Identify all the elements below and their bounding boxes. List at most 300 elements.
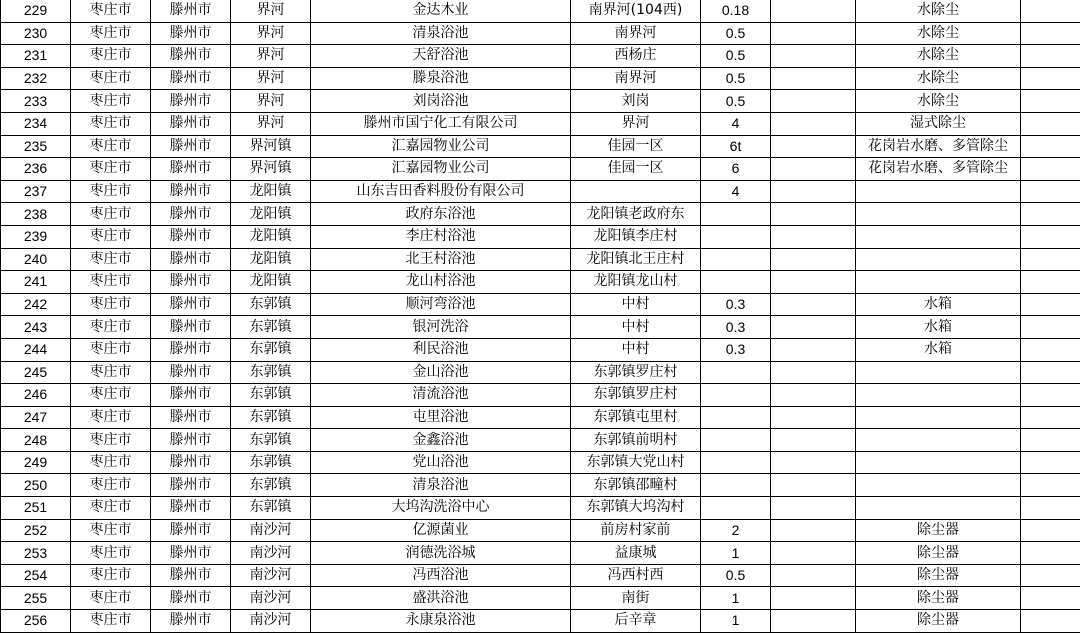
cell-company-name: 大坞沟洗浴中心 <box>311 497 571 520</box>
cell-dust-removal-method: 水箱 <box>856 338 1021 361</box>
cell-dust-removal-method <box>856 361 1021 384</box>
cell-address: 南界河(104西) <box>571 0 701 22</box>
cell-row-number: 251 <box>1 497 71 520</box>
cell-dust-removal-method: 水除尘 <box>856 45 1021 68</box>
cell-county: 滕州市 <box>151 225 231 248</box>
cell-row-number: 239 <box>1 225 71 248</box>
cell-capacity <box>701 406 771 429</box>
cell-blank <box>771 22 856 45</box>
cell-capacity <box>701 384 771 407</box>
cell-row-number: 237 <box>1 180 71 203</box>
cell-county: 滕州市 <box>151 384 231 407</box>
cell-county: 滕州市 <box>151 271 231 294</box>
cell-city: 枣庄市 <box>71 90 151 113</box>
cell-town: 界河 <box>231 22 311 45</box>
cell-blank <box>771 316 856 339</box>
cell-address: 南界河 <box>571 22 701 45</box>
cell-address: 南界河 <box>571 67 701 90</box>
cell-city: 枣庄市 <box>71 316 151 339</box>
cell-extra <box>1021 248 1080 271</box>
table-row <box>1 406 1080 429</box>
cell-town: 东郭镇 <box>231 361 311 384</box>
cell-company-name: 龙山村浴池 <box>311 271 571 294</box>
cell-extra <box>1021 180 1080 203</box>
cell-dust-removal-method: 水除尘 <box>856 67 1021 90</box>
cell-town: 东郭镇 <box>231 474 311 497</box>
table-row <box>1 610 1080 633</box>
cell-extra <box>1021 451 1080 474</box>
cell-dust-removal-method: 水箱 <box>856 293 1021 316</box>
cell-blank <box>771 180 856 203</box>
cell-blank <box>771 338 856 361</box>
cell-row-number: 244 <box>1 338 71 361</box>
cell-row-number: 252 <box>1 519 71 542</box>
cell-town: 龙阳镇 <box>231 180 311 203</box>
cell-address: 龙阳镇龙山村 <box>571 271 701 294</box>
cell-company-name: 金达木业 <box>311 0 571 22</box>
cell-extra <box>1021 587 1080 610</box>
cell-company-name: 政府东浴池 <box>311 203 571 226</box>
cell-capacity: 0.3 <box>701 338 771 361</box>
cell-blank <box>771 610 856 633</box>
cell-town: 龙阳镇 <box>231 203 311 226</box>
cell-company-name: 山东吉田香料股份有限公司 <box>311 180 571 203</box>
cell-address: 中村 <box>571 338 701 361</box>
cell-blank <box>771 293 856 316</box>
cell-row-number: 232 <box>1 67 71 90</box>
cell-city: 枣庄市 <box>71 338 151 361</box>
cell-blank <box>771 0 856 22</box>
cell-blank <box>771 271 856 294</box>
cell-row-number: 238 <box>1 203 71 226</box>
cell-blank <box>771 67 856 90</box>
cell-capacity: 1 <box>701 610 771 633</box>
cell-dust-removal-method <box>856 406 1021 429</box>
cell-town: 南沙河 <box>231 542 311 565</box>
cell-county: 滕州市 <box>151 497 231 520</box>
cell-extra <box>1021 338 1080 361</box>
cell-company-name: 亿源菌业 <box>311 519 571 542</box>
cell-company-name: 李庄村浴池 <box>311 225 571 248</box>
cell-town: 东郭镇 <box>231 338 311 361</box>
cell-row-number: 247 <box>1 406 71 429</box>
cell-county: 滕州市 <box>151 248 231 271</box>
cell-city: 枣庄市 <box>71 497 151 520</box>
cell-capacity <box>701 361 771 384</box>
cell-town: 界河 <box>231 0 311 22</box>
cell-county: 滕州市 <box>151 519 231 542</box>
cell-county: 滕州市 <box>151 112 231 135</box>
cell-city: 枣庄市 <box>71 429 151 452</box>
table-row <box>1 135 1080 158</box>
cell-address: 东郭镇前明村 <box>571 429 701 452</box>
cell-city: 枣庄市 <box>71 587 151 610</box>
cell-capacity <box>701 271 771 294</box>
cell-extra <box>1021 293 1080 316</box>
cell-county: 滕州市 <box>151 542 231 565</box>
cell-dust-removal-method <box>856 474 1021 497</box>
table-row <box>1 451 1080 474</box>
cell-town: 东郭镇 <box>231 384 311 407</box>
cell-city: 枣庄市 <box>71 203 151 226</box>
cell-city: 枣庄市 <box>71 361 151 384</box>
cell-company-name: 顺河弯浴池 <box>311 293 571 316</box>
cell-dust-removal-method <box>856 225 1021 248</box>
cell-blank <box>771 135 856 158</box>
cell-row-number: 240 <box>1 248 71 271</box>
table-row <box>1 45 1080 68</box>
table-row <box>1 248 1080 271</box>
table-row <box>1 338 1080 361</box>
cell-city: 枣庄市 <box>71 293 151 316</box>
table-row <box>1 0 1080 22</box>
cell-county: 滕州市 <box>151 135 231 158</box>
cell-extra <box>1021 610 1080 633</box>
cell-dust-removal-method: 水除尘 <box>856 90 1021 113</box>
cell-city: 枣庄市 <box>71 45 151 68</box>
cell-row-number: 231 <box>1 45 71 68</box>
cell-blank <box>771 158 856 181</box>
cell-town: 界河 <box>231 45 311 68</box>
cell-county: 滕州市 <box>151 316 231 339</box>
cell-county: 滕州市 <box>151 0 231 22</box>
cell-capacity <box>701 248 771 271</box>
cell-company-name: 屯里浴池 <box>311 406 571 429</box>
cell-company-name: 滕泉浴池 <box>311 67 571 90</box>
cell-city: 枣庄市 <box>71 406 151 429</box>
cell-town: 东郭镇 <box>231 406 311 429</box>
cell-county: 滕州市 <box>151 610 231 633</box>
cell-row-number: 245 <box>1 361 71 384</box>
cell-dust-removal-method <box>856 429 1021 452</box>
cell-town: 龙阳镇 <box>231 271 311 294</box>
cell-company-name: 金鑫浴池 <box>311 429 571 452</box>
cell-county: 滕州市 <box>151 338 231 361</box>
cell-county: 滕州市 <box>151 158 231 181</box>
cell-address: 西杨庄 <box>571 45 701 68</box>
cell-city: 枣庄市 <box>71 519 151 542</box>
table-row <box>1 542 1080 565</box>
cell-town: 东郭镇 <box>231 451 311 474</box>
cell-row-number: 248 <box>1 429 71 452</box>
cell-city: 枣庄市 <box>71 564 151 587</box>
cell-company-name: 刘岗浴池 <box>311 90 571 113</box>
cell-extra <box>1021 135 1080 158</box>
cell-city: 枣庄市 <box>71 67 151 90</box>
cell-city: 枣庄市 <box>71 451 151 474</box>
cell-capacity: 6 <box>701 158 771 181</box>
cell-dust-removal-method: 除尘器 <box>856 542 1021 565</box>
cell-row-number: 246 <box>1 384 71 407</box>
cell-blank <box>771 90 856 113</box>
table-row <box>1 587 1080 610</box>
cell-address: 中村 <box>571 316 701 339</box>
cell-address: 龙阳镇李庄村 <box>571 225 701 248</box>
cell-capacity: 4 <box>701 180 771 203</box>
cell-extra <box>1021 406 1080 429</box>
cell-dust-removal-method: 除尘器 <box>856 519 1021 542</box>
cell-row-number: 235 <box>1 135 71 158</box>
cell-dust-removal-method <box>856 451 1021 474</box>
cell-town: 东郭镇 <box>231 316 311 339</box>
cell-row-number: 243 <box>1 316 71 339</box>
cell-address: 刘岗 <box>571 90 701 113</box>
cell-blank <box>771 519 856 542</box>
cell-capacity: 0.5 <box>701 90 771 113</box>
table-row <box>1 564 1080 587</box>
cell-town: 界河镇 <box>231 158 311 181</box>
cell-company-name: 党山浴池 <box>311 451 571 474</box>
table-row <box>1 271 1080 294</box>
cell-row-number: 230 <box>1 22 71 45</box>
table-row <box>1 316 1080 339</box>
cell-county: 滕州市 <box>151 293 231 316</box>
cell-city: 枣庄市 <box>71 22 151 45</box>
cell-capacity <box>701 203 771 226</box>
cell-county: 滕州市 <box>151 474 231 497</box>
cell-extra <box>1021 22 1080 45</box>
cell-county: 滕州市 <box>151 564 231 587</box>
cell-company-name: 金山浴池 <box>311 361 571 384</box>
cell-dust-removal-method: 花岗岩水磨、多管除尘 <box>856 135 1021 158</box>
cell-city: 枣庄市 <box>71 135 151 158</box>
cell-capacity: 0.3 <box>701 316 771 339</box>
cell-company-name: 北王村浴池 <box>311 248 571 271</box>
table-row <box>1 112 1080 135</box>
cell-blank <box>771 361 856 384</box>
cell-address: 前房村家前 <box>571 519 701 542</box>
cell-blank <box>771 587 856 610</box>
cell-blank <box>771 497 856 520</box>
cell-capacity: 6t <box>701 135 771 158</box>
cell-company-name: 滕州市国宁化工有限公司 <box>311 112 571 135</box>
cell-dust-removal-method: 除尘器 <box>856 610 1021 633</box>
cell-blank <box>771 406 856 429</box>
cell-row-number: 241 <box>1 271 71 294</box>
cell-county: 滕州市 <box>151 45 231 68</box>
cell-town: 南沙河 <box>231 610 311 633</box>
cell-city: 枣庄市 <box>71 474 151 497</box>
cell-company-name: 汇嘉园物业公司 <box>311 135 571 158</box>
table-row <box>1 158 1080 181</box>
cell-dust-removal-method <box>856 203 1021 226</box>
cell-address: 界河 <box>571 112 701 135</box>
cell-town: 界河 <box>231 67 311 90</box>
cell-capacity: 0.5 <box>701 67 771 90</box>
cell-extra <box>1021 112 1080 135</box>
cell-row-number: 253 <box>1 542 71 565</box>
table-row <box>1 67 1080 90</box>
cell-company-name: 永康泉浴池 <box>311 610 571 633</box>
cell-row-number: 236 <box>1 158 71 181</box>
cell-capacity: 4 <box>701 112 771 135</box>
cell-blank <box>771 542 856 565</box>
cell-company-name: 天舒浴池 <box>311 45 571 68</box>
cell-capacity: 1 <box>701 542 771 565</box>
cell-town: 南沙河 <box>231 564 311 587</box>
cell-extra <box>1021 361 1080 384</box>
cell-blank <box>771 429 856 452</box>
cell-company-name: 清泉浴池 <box>311 22 571 45</box>
cell-row-number: 256 <box>1 610 71 633</box>
table-row <box>1 474 1080 497</box>
cell-county: 滕州市 <box>151 429 231 452</box>
cell-town: 龙阳镇 <box>231 225 311 248</box>
cell-address: 东郭镇罗庄村 <box>571 384 701 407</box>
cell-row-number: 242 <box>1 293 71 316</box>
cell-town: 东郭镇 <box>231 293 311 316</box>
cell-address: 后辛章 <box>571 610 701 633</box>
cell-address: 佳园一区 <box>571 135 701 158</box>
cell-dust-removal-method <box>856 180 1021 203</box>
cell-extra <box>1021 225 1080 248</box>
cell-company-name: 利民浴池 <box>311 338 571 361</box>
cell-row-number: 234 <box>1 112 71 135</box>
cell-row-number: 249 <box>1 451 71 474</box>
table-body <box>1 0 1080 632</box>
cell-row-number: 254 <box>1 564 71 587</box>
cell-town: 南沙河 <box>231 519 311 542</box>
cell-county: 滕州市 <box>151 67 231 90</box>
cell-extra <box>1021 0 1080 22</box>
table-row <box>1 497 1080 520</box>
cell-county: 滕州市 <box>151 90 231 113</box>
cell-dust-removal-method: 水除尘 <box>856 22 1021 45</box>
cell-extra <box>1021 45 1080 68</box>
cell-address: 东郭镇大坞沟村 <box>571 497 701 520</box>
cell-address <box>571 180 701 203</box>
cell-county: 滕州市 <box>151 22 231 45</box>
cell-town: 界河 <box>231 90 311 113</box>
cell-city: 枣庄市 <box>71 542 151 565</box>
cell-capacity <box>701 451 771 474</box>
cell-city: 枣庄市 <box>71 384 151 407</box>
cell-extra <box>1021 474 1080 497</box>
cell-blank <box>771 225 856 248</box>
cell-company-name: 清泉浴池 <box>311 474 571 497</box>
table-row <box>1 225 1080 248</box>
cell-address: 东郭镇屯里村 <box>571 406 701 429</box>
cell-blank <box>771 248 856 271</box>
table-row <box>1 429 1080 452</box>
cell-row-number: 229 <box>1 0 71 22</box>
cell-capacity: 0.5 <box>701 564 771 587</box>
cell-address: 东郭镇大党山村 <box>571 451 701 474</box>
cell-company-name: 冯西浴池 <box>311 564 571 587</box>
cell-dust-removal-method: 水除尘 <box>856 0 1021 22</box>
cell-extra <box>1021 158 1080 181</box>
cell-city: 枣庄市 <box>71 225 151 248</box>
cell-city: 枣庄市 <box>71 112 151 135</box>
cell-address: 中村 <box>571 293 701 316</box>
cell-capacity <box>701 429 771 452</box>
cell-extra <box>1021 564 1080 587</box>
cell-address: 龙阳镇北王庄村 <box>571 248 701 271</box>
table-row <box>1 22 1080 45</box>
cell-dust-removal-method <box>856 271 1021 294</box>
cell-row-number: 255 <box>1 587 71 610</box>
cell-company-name: 盛洪浴池 <box>311 587 571 610</box>
table-row <box>1 90 1080 113</box>
cell-dust-removal-method: 除尘器 <box>856 587 1021 610</box>
table-row <box>1 361 1080 384</box>
cell-address: 益康城 <box>571 542 701 565</box>
cell-address: 龙阳镇老政府东 <box>571 203 701 226</box>
cell-city: 枣庄市 <box>71 610 151 633</box>
cell-county: 滕州市 <box>151 406 231 429</box>
cell-dust-removal-method <box>856 497 1021 520</box>
table-row <box>1 203 1080 226</box>
cell-blank <box>771 112 856 135</box>
cell-extra <box>1021 203 1080 226</box>
cell-city: 枣庄市 <box>71 271 151 294</box>
table-row <box>1 384 1080 407</box>
cell-extra <box>1021 519 1080 542</box>
cell-city: 枣庄市 <box>71 158 151 181</box>
cell-extra <box>1021 384 1080 407</box>
cell-capacity: 0.18 <box>701 0 771 22</box>
cell-capacity <box>701 497 771 520</box>
cell-extra <box>1021 271 1080 294</box>
cell-capacity: 0.3 <box>701 293 771 316</box>
cell-capacity: 1 <box>701 587 771 610</box>
cell-county: 滕州市 <box>151 203 231 226</box>
cell-town: 龙阳镇 <box>231 248 311 271</box>
cell-company-name: 清流浴池 <box>311 384 571 407</box>
cell-town: 东郭镇 <box>231 429 311 452</box>
cell-city: 枣庄市 <box>71 180 151 203</box>
cell-city: 枣庄市 <box>71 0 151 22</box>
cell-county: 滕州市 <box>151 180 231 203</box>
cell-row-number: 250 <box>1 474 71 497</box>
cell-blank <box>771 45 856 68</box>
cell-extra <box>1021 542 1080 565</box>
cell-town: 界河 <box>231 112 311 135</box>
cell-dust-removal-method: 湿式除尘 <box>856 112 1021 135</box>
cell-city: 枣庄市 <box>71 248 151 271</box>
cell-county: 滕州市 <box>151 451 231 474</box>
table-row <box>1 180 1080 203</box>
cell-address: 东郭镇罗庄村 <box>571 361 701 384</box>
cell-capacity <box>701 474 771 497</box>
cell-company-name: 润德洗浴城 <box>311 542 571 565</box>
cell-address: 冯西村西 <box>571 564 701 587</box>
cell-extra <box>1021 90 1080 113</box>
cell-town: 界河镇 <box>231 135 311 158</box>
cell-address: 东郭镇邵疃村 <box>571 474 701 497</box>
cell-blank <box>771 384 856 407</box>
cell-capacity: 2 <box>701 519 771 542</box>
table-row <box>1 293 1080 316</box>
cell-blank <box>771 474 856 497</box>
cell-company-name: 汇嘉园物业公司 <box>311 158 571 181</box>
cell-address: 佳园一区 <box>571 158 701 181</box>
cell-dust-removal-method: 水箱 <box>856 316 1021 339</box>
cell-dust-removal-method: 花岗岩水磨、多管除尘 <box>856 158 1021 181</box>
cell-blank <box>771 203 856 226</box>
cell-row-number: 233 <box>1 90 71 113</box>
cell-capacity: 0.5 <box>701 45 771 68</box>
cell-capacity: 0.5 <box>701 22 771 45</box>
cell-capacity <box>701 225 771 248</box>
cell-town: 南沙河 <box>231 587 311 610</box>
cell-extra <box>1021 497 1080 520</box>
cell-address: 南街 <box>571 587 701 610</box>
cell-dust-removal-method: 除尘器 <box>856 564 1021 587</box>
cell-blank <box>771 564 856 587</box>
cell-town: 东郭镇 <box>231 497 311 520</box>
cell-extra <box>1021 316 1080 339</box>
